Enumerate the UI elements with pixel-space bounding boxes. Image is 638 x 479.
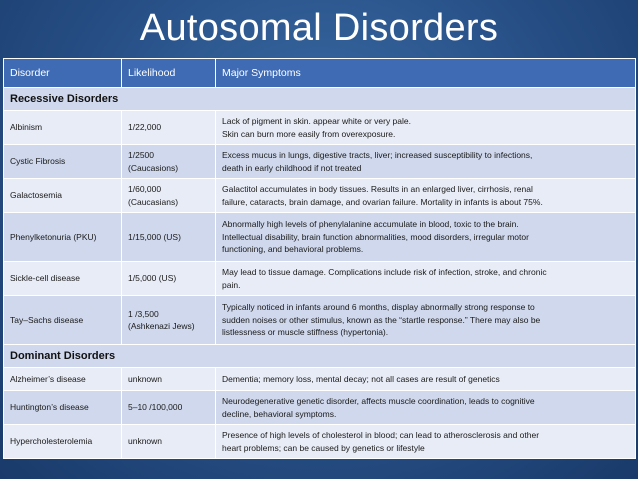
symptoms-line: Neurodegenerative genetic disorder, affects muscle coordination, leads to cognitive xyxy=(222,396,535,406)
table-row xyxy=(4,368,636,391)
disorder-cell: Cystic Fibrosis xyxy=(4,145,122,179)
symptoms-line: sudden noises or other stimulus, known as the “startle response.” There may also be xyxy=(222,314,541,325)
symptoms-cell xyxy=(216,262,636,296)
symptoms-cell xyxy=(216,111,636,145)
column-header-likelihood: Likelihood xyxy=(122,59,216,88)
disorder-cell: Alzheimer’s disease xyxy=(4,368,122,391)
symptoms-line: Galactitol accumulates in body tissues. Results in an enlarged liver, cirrhosis, renal xyxy=(222,184,533,194)
likelihood-line: (Caucasians) xyxy=(128,196,179,207)
table-row xyxy=(4,213,636,262)
likelihood-cell xyxy=(122,262,216,296)
likelihood-line: unknown xyxy=(128,436,163,447)
disorder-cell: Phenylketonuria (PKU) xyxy=(4,213,122,262)
likelihood-line: 5–10 /100,000 xyxy=(128,402,183,413)
disorders-table xyxy=(3,58,636,459)
likelihood-line: 1/22,000 xyxy=(128,122,162,133)
table-row xyxy=(4,262,636,296)
disorder-cell: Tay–Sachs disease xyxy=(4,296,122,345)
likelihood-line: (Caucasions) xyxy=(128,162,179,173)
likelihood-line: 1 /3,500 xyxy=(128,308,159,319)
symptoms-cell xyxy=(216,296,636,345)
symptoms-line: listlessness or muscle stiffness (hypertonia). xyxy=(222,327,389,338)
symptoms-cell xyxy=(216,145,636,179)
disorder-cell: Galactosemia xyxy=(4,179,122,213)
symptoms-line: death in early childhood if not treated xyxy=(222,162,362,173)
table-row xyxy=(4,145,636,179)
symptoms-cell xyxy=(216,179,636,213)
likelihood-line: 1/15,000 (US) xyxy=(128,231,181,242)
slide-title: Autosomal Disorders xyxy=(139,7,499,49)
column-header-symptoms: Major Symptoms xyxy=(216,59,636,88)
table-row xyxy=(4,425,636,459)
symptoms-cell xyxy=(216,425,636,459)
likelihood-cell xyxy=(122,213,216,262)
likelihood-cell xyxy=(122,391,216,425)
column-header-disorder: Disorder xyxy=(4,59,122,88)
likelihood-line: 1/2500 xyxy=(128,150,154,160)
likelihood-line: unknown xyxy=(128,373,163,384)
symptoms-line: decline, behavioral symptoms. xyxy=(222,408,337,419)
symptoms-line: pain. xyxy=(222,279,241,290)
disorder-cell: Hypercholesterolemia xyxy=(4,425,122,459)
table-row xyxy=(4,391,636,425)
likelihood-cell xyxy=(122,296,216,345)
symptoms-line: Presence of high levels of cholesterol in blood; can lead to atherosclerosis and other xyxy=(222,430,540,440)
table-row xyxy=(4,111,636,145)
symptoms-cell xyxy=(216,213,636,262)
symptoms-line: May lead to tissue damage. Complications include risk of infection, stroke, and chronic xyxy=(222,267,547,277)
symptoms-line: Dementia; memory loss, mental decay; not all cases are result of genetics xyxy=(222,373,500,384)
likelihood-line: 1/5,000 (US) xyxy=(128,273,177,284)
symptoms-line: failure, cataracts, brain damage, and ovarian failure. Mortality in infants is about 75%. xyxy=(222,196,543,207)
symptoms-line: Skin can burn more easily from overexposure. xyxy=(222,128,396,139)
section-heading-row xyxy=(4,345,636,368)
table-row xyxy=(4,179,636,213)
likelihood-line: (Ashkenazi Jews) xyxy=(128,321,195,331)
section-heading: Recessive Disorders xyxy=(4,88,636,111)
symptoms-cell xyxy=(216,368,636,391)
symptoms-line: Intellectual disability, brain function abnormalities, mood disorders, irregular motor xyxy=(222,231,529,242)
likelihood-cell xyxy=(122,111,216,145)
disorder-cell: Albinism xyxy=(4,111,122,145)
symptoms-line: Abnormally high levels of phenylalanine accumulate in blood, toxic to the brain. xyxy=(222,219,519,230)
symptoms-line: Excess mucus in lungs, digestive tracts, liver; increased susceptibility to infections, xyxy=(222,150,533,160)
symptoms-line: Lack of pigment in skin. appear white or very pale. xyxy=(222,116,411,126)
likelihood-line: 1/60,000 xyxy=(128,184,162,194)
symptoms-line: Typically noticed in infants around 6 months, display abnormally strong response to xyxy=(222,302,535,313)
section-heading-row xyxy=(4,88,636,111)
table-row xyxy=(4,296,636,345)
section-heading: Dominant Disorders xyxy=(4,345,636,368)
likelihood-cell xyxy=(122,368,216,391)
symptoms-line: functioning, and behavioral problems. xyxy=(222,244,364,255)
symptoms-cell xyxy=(216,391,636,425)
likelihood-cell xyxy=(122,145,216,179)
symptoms-line: heart problems; can be caused by genetics or lifestyle xyxy=(222,442,425,453)
likelihood-cell xyxy=(122,179,216,213)
likelihood-cell xyxy=(122,425,216,459)
table-header-row xyxy=(4,59,636,88)
disorder-cell: Sickle-cell disease xyxy=(4,262,122,296)
disorder-cell: Huntington’s disease xyxy=(4,391,122,425)
